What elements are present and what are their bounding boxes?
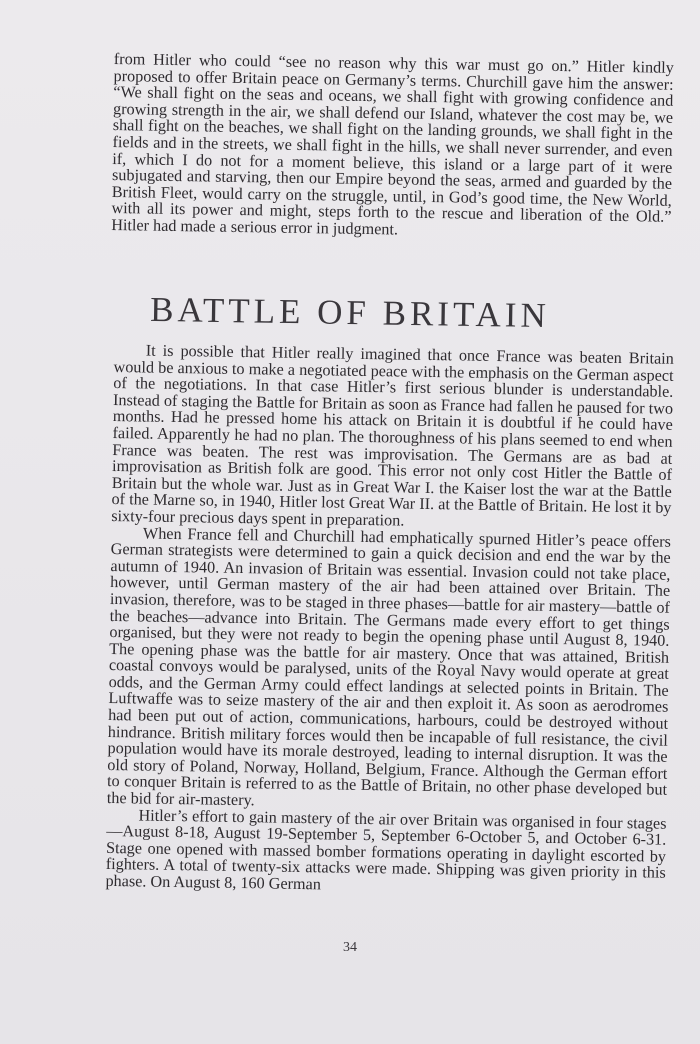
body-paragraph: When France fell and Churchill had emphatically spurned Hitler’s peace offers German strategists were determined to gain a quick decision and end the war by the autumn of 1940. An invasion of Britain was essential. Invasion could not take place, however, until German mastery of the air had been attained over Britain. The invasion, therefore, was to be staged in three phases—battle for air mastery—battle of the beaches—advance into Britain. The Germans made every effort to get things organised, but they were not ready to begin the opening phase until August 8, 1940. The opening phase was the battle for air mastery. Once that was attained, British coastal convoys would be paralysed, units of the Royal Navy would operate at great odds, and the German Army could effect landings at selected points in Britain. The Luftwaffe was to seize mastery of the air and then exploit it. As soon as aerodromes had been put out of action, communications, harbours, could be destroyed without hindrance. British military forces would then be incapable of full resistance, the civil population would have its morale destroyed, leading to internal disruption. It was the old story of Poland, Norway, Holland, Belgium, France. Although the German effort to conquer Britain is referred to as the Battle of Britain, no other phase developed but the bid for air-mastery. — [106, 524, 672, 810]
body-paragraph: It is possible that Hitler really imagined that once France was beaten Britain would be anxious to make a negotiated peace with the emphasis on the German aspect of the negotiations. In that case Hitler’s first serious blunder is understandable. Instead of staging the Battle for Britain as soon as France had fallen he paused for two months. Had he pressed home his attack on Britain it is doubtful if he could have failed. Apparently he had no plan. The thoroughness of his plans seemed to end when France was beaten. The rest was improvisation. The Germans are as bad at improvisation as British folk are good. This error not only cost Hitler the Battle of Britain but the whole war. Just as in Great War I. the Kaiser lost the war at the Battle of the Marne so, in 1940, Hitler lost Great War II. at the Battle of Britain. He lost it by sixty-four precious days spent in preparation. — [111, 341, 674, 530]
section-body — [105, 342, 674, 898]
page-number: 34 — [343, 940, 357, 955]
section-title: BATTLE OF BRITAIN — [149, 289, 551, 336]
intro-paragraph: from Hitler who could “see no reason why this war must go on.” Hitler kindly proposed to offer Britain peace on Germany’s terms. Churchill gave him the answer: “We shall fight on the seas and oceans, we shall fight with growing confidence and growing strength in the air, we shall defend our Island, whatever the cost may be, we shall fight on the beaches, we shall fight on the landing grounds, we shall fight in the fields and in the streets, we shall fight in the hills, we shall never surrender, and even if, which I do not for a moment believe, this island or a large part of it were subjugated and starving, then our Empire beyond the seas, armed and guarded by the British Fleet, would carry on the struggle, until, in God’s good time, the New World, with all its power and might, steps forth to the rescue and liberation of the Old.” Hitler had made a serious error in judgment. — [111, 50, 674, 239]
body-paragraph: Hitler’s effort to gain mastery of the air over Britain was organised in four stages—August 8-18, August 19-September 5, September 6-October 5, and October 6-31. Stage one opened with massed bomber formations operating in daylight escorted by fighters. A total of twenty-six attacks were made. Shipping was given priority in this phase. On August 8, 160 German — [105, 806, 667, 894]
intro-paragraph-block — [111, 51, 674, 242]
